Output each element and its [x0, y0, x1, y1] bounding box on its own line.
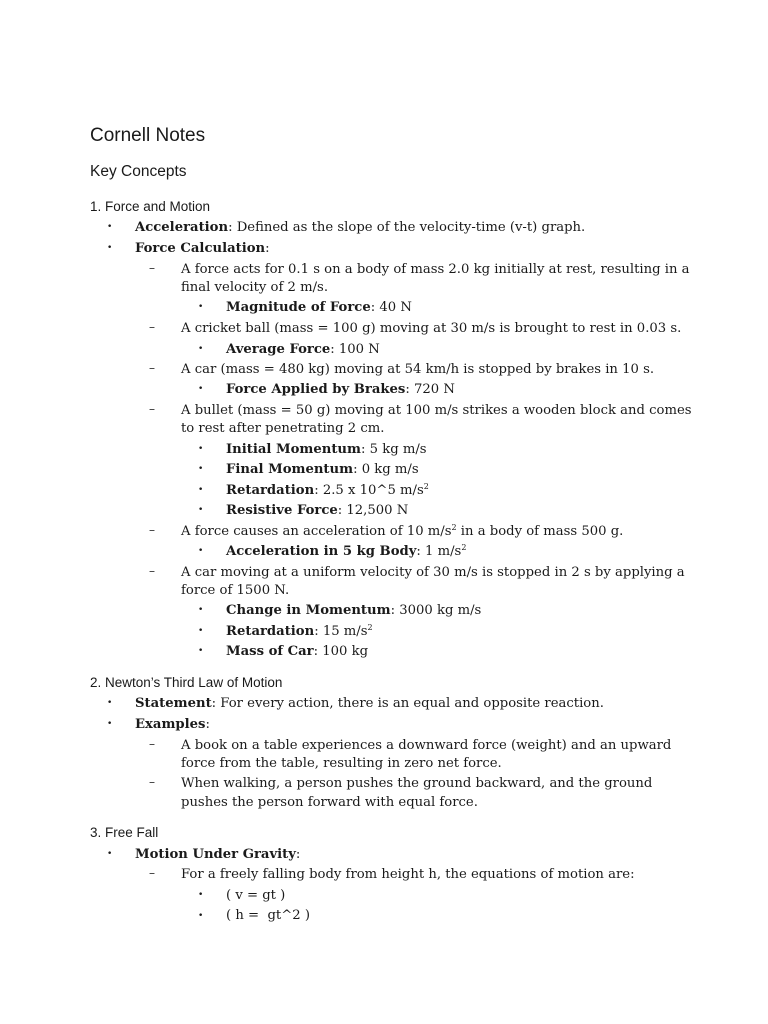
- colon: :: [265, 241, 270, 256]
- example-text: When walking, a person pushes the ground backward, and the ground: [181, 776, 653, 791]
- superscript: 2: [461, 543, 467, 552]
- value: : 720 N: [405, 382, 455, 397]
- value: : 1 m/s: [416, 544, 462, 559]
- result-item: [226, 461, 419, 479]
- value: : 2.5 x 10^5 m/s: [314, 483, 424, 498]
- bullet-icon: •: [198, 626, 204, 636]
- bullet-icon: •: [198, 911, 204, 921]
- page-title: Cornell Notes: [90, 125, 206, 146]
- dash-icon: –: [149, 361, 155, 375]
- problem-text: A bullet (mass = 50 g) moving at 100 m/s strikes a wooden block and comes: [181, 403, 692, 418]
- term: Change in Momentum: [226, 603, 391, 618]
- equation: ( v = gt ): [226, 888, 286, 903]
- problem-text: to rest after penetrating 2 cm.: [181, 421, 385, 436]
- term: Initial Momentum: [226, 442, 361, 457]
- result-item: [226, 502, 408, 520]
- bullet-icon: •: [107, 698, 113, 708]
- term: Examples: [135, 717, 206, 732]
- bullet-icon: •: [198, 646, 204, 656]
- bullet-icon: •: [198, 485, 204, 495]
- list-item: [135, 716, 210, 734]
- bullet-icon: •: [107, 849, 113, 859]
- value: : 40 N: [370, 300, 412, 315]
- term: Acceleration in 5 kg Body: [226, 544, 417, 559]
- colon: :: [295, 847, 301, 862]
- problem-text: force of 1500 N.: [181, 583, 290, 598]
- section-heading-force-motion: 1. Force and Motion: [90, 199, 211, 214]
- term: Statement: [135, 696, 212, 711]
- bullet-icon: •: [198, 505, 204, 515]
- superscript: 2: [367, 623, 373, 632]
- equation: ( h = gt^2 ): [226, 908, 310, 923]
- dash-icon: –: [149, 564, 155, 578]
- problem-text: A car moving at a uniform velocity of 30 m/s is stopped in 2 s by applying a: [181, 565, 685, 580]
- superscript: 2: [423, 482, 429, 491]
- list-item: [135, 695, 604, 713]
- problem-text: A cricket ball (mass = 100 g) moving at 30 m/s is brought to rest in 0.03 s.: [181, 321, 682, 336]
- bullet-icon: •: [198, 605, 204, 615]
- result-item: [226, 441, 427, 459]
- list-item: [135, 846, 300, 864]
- dash-icon: –: [149, 261, 155, 275]
- superscript: 2: [451, 523, 457, 532]
- section-subtitle: Key Concepts: [90, 163, 187, 180]
- dash-icon: –: [149, 775, 155, 789]
- dash-icon: –: [149, 402, 155, 416]
- definition: : Defined as the slope of the velocity-time (v-t) graph.: [228, 220, 586, 235]
- list-item: [135, 219, 585, 237]
- example-text: For a freely falling body from height h, the equations of motion are:: [181, 867, 635, 882]
- result-item: [226, 543, 466, 561]
- term: Mass of Car: [226, 644, 314, 659]
- problem-text: final velocity of 2 m/s.: [181, 280, 329, 295]
- bullet-icon: •: [107, 243, 113, 253]
- value: : 15 m/s: [314, 624, 368, 639]
- dash-icon: –: [149, 866, 155, 880]
- colon: :: [205, 717, 210, 732]
- bullet-icon: •: [198, 344, 204, 354]
- value: : 5 kg m/s: [360, 442, 427, 457]
- problem-text: A car (mass = 480 kg) moving at 54 km/h is stopped by brakes in 10 s.: [181, 362, 655, 377]
- bullet-icon: •: [198, 444, 204, 454]
- result-item: [226, 602, 481, 620]
- text: in a body of mass 500 g.: [456, 524, 624, 539]
- term: Force Applied by Brakes: [226, 382, 406, 397]
- text: A force causes an acceleration of 10 m/s: [181, 524, 452, 539]
- term: Magnitude of Force: [226, 300, 371, 315]
- term: Acceleration: [135, 220, 229, 235]
- result-item: [226, 299, 412, 317]
- dash-icon: –: [149, 523, 155, 537]
- result-item: [226, 623, 373, 641]
- value: : 3000 kg m/s: [390, 603, 482, 618]
- dash-icon: –: [149, 320, 155, 334]
- term: Final Momentum: [226, 462, 354, 477]
- term: Retardation: [226, 624, 315, 639]
- term: Motion Under Gravity: [135, 847, 296, 862]
- bullet-icon: •: [198, 302, 204, 312]
- bullet-icon: •: [107, 222, 113, 232]
- example-text: A book on a table experiences a downward force (weight) and an upward: [181, 738, 672, 753]
- section-heading-free-fall: 3. Free Fall: [90, 825, 159, 840]
- example-text: pushes the person forward with equal force.: [181, 795, 478, 810]
- problem-text: A force acts for 0.1 s on a body of mass 2.0 kg initially at rest, resulting in a: [181, 262, 690, 277]
- result-item: [226, 643, 368, 661]
- bullet-icon: •: [107, 719, 113, 729]
- example-text: force from the table, resulting in zero net force.: [181, 756, 502, 771]
- bullet-icon: •: [198, 546, 204, 556]
- value: : 0 kg m/s: [353, 462, 419, 477]
- bullet-icon: •: [198, 384, 204, 394]
- term: Force Calculation: [135, 241, 266, 256]
- result-item: [226, 341, 380, 359]
- section-heading-third-law: 2. Newton’s Third Law of Motion: [90, 675, 283, 690]
- term: Average Force: [226, 342, 331, 357]
- value: : 12,500 N: [337, 503, 409, 518]
- problem-text: [181, 523, 623, 541]
- bullet-icon: •: [198, 890, 204, 900]
- bullet-icon: •: [198, 464, 204, 474]
- term: Retardation: [226, 483, 315, 498]
- definition: : For every action, there is an equal and opposite reaction.: [211, 696, 604, 711]
- value: : 100 N: [330, 342, 380, 357]
- term: Resistive Force: [226, 503, 338, 518]
- value: : 100 kg: [313, 644, 369, 659]
- list-item: [135, 240, 270, 258]
- result-item: [226, 482, 429, 500]
- dash-icon: –: [149, 737, 155, 751]
- result-item: [226, 381, 455, 399]
